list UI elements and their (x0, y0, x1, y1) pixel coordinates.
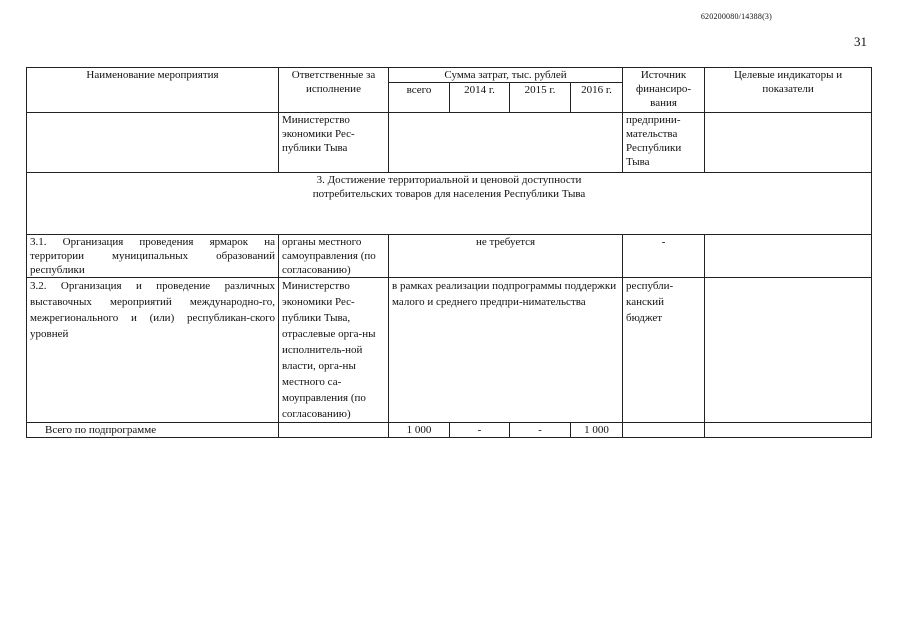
cell-indicators (705, 235, 872, 278)
total-2016: 1 000 (571, 423, 623, 438)
cell-responsible: Министерство экономики Рес-публики Тыва, отраслевые орга-ны исполнитель-ной власти, орга-ны местного са-моуправления (по согласованию) (279, 278, 389, 423)
table-row (27, 113, 872, 173)
cell-name: 3.2. Организация и проведение различных выставочных мероприятий международно-го, межрегионального и (или) республикан-ского уровней (27, 278, 279, 423)
header-total: всего (389, 83, 450, 113)
section-title (27, 173, 872, 235)
document-id: 620200080/14388(3) (700, 12, 772, 21)
page-number: 31 (854, 34, 867, 49)
table-row (27, 278, 872, 423)
cell-source: предприни-мательства Республики Тыва (623, 113, 705, 173)
total-2015: - (510, 423, 571, 438)
total-indicators (705, 423, 872, 438)
header-2015: 2015 г. (510, 83, 571, 113)
total-source (623, 423, 705, 438)
header-source: Источник финансиро-вания (623, 68, 705, 113)
header-responsible: Ответственные за исполнение (279, 68, 389, 113)
cell-cost: в рамках реализации подпрограммы поддержки малого и среднего предпри-нимательства (389, 278, 623, 423)
total-responsible (279, 423, 389, 438)
cell-cost: не требуется (389, 235, 623, 278)
cell-name: 3.1. Организация проведения ярмарок на территории муниципальных образований республики (27, 235, 279, 278)
total-2014: - (450, 423, 510, 438)
section-title-line-2: потребительских товаров для населения Республики Тыва (312, 188, 586, 200)
header-2016: 2016 г. (571, 83, 623, 113)
cell-responsible: Министерство экономики Рес-публики Тыва (279, 113, 389, 173)
cell-responsible: органы местного самоуправления (по согласованию) (279, 235, 389, 278)
section-title-line-1: 3. Достижение территориальной и ценовой доступности (316, 174, 582, 186)
header-name: Наименование мероприятия (27, 68, 279, 113)
total-label: Всего по подпрограмме (27, 423, 279, 438)
table-row (27, 235, 872, 278)
cell-indicators (705, 278, 872, 423)
header-indicators: Целевые индикаторы и показатели (705, 68, 872, 113)
header-sum: Сумма затрат, тыс. рублей (389, 68, 623, 83)
cell-source: республи-канский бюджет (623, 278, 705, 423)
subprogram-table (26, 67, 872, 438)
section-row (27, 173, 872, 235)
total-row (27, 423, 872, 438)
total-all: 1 000 (389, 423, 450, 438)
cell-indicators (705, 113, 872, 173)
cell-cost (389, 113, 623, 173)
cell-source: - (623, 235, 705, 278)
cell-name (27, 113, 279, 173)
header-2014: 2014 г. (450, 83, 510, 113)
header-row-1 (27, 68, 872, 83)
